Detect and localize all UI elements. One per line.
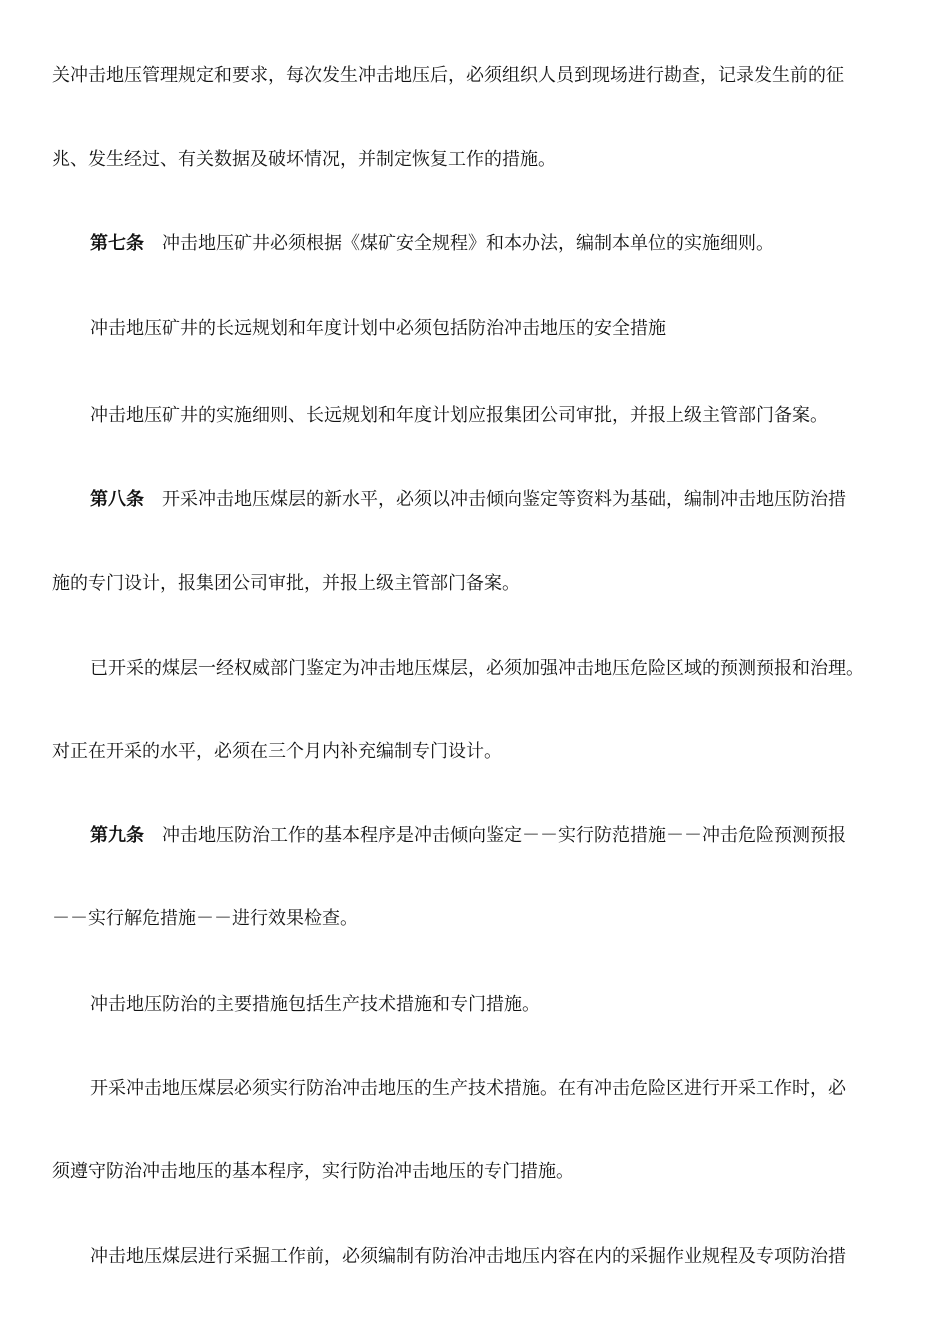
paragraph-line	[52, 64, 912, 88]
line-text: 开采冲击地压煤层的新水平，必须以冲击倾向鉴定等资料为基础，编制冲击地压防治措	[162, 489, 846, 510]
line-text: 兆、发生经过、有关数据及破坏情况，并制定恢复工作的措施。	[52, 149, 556, 170]
line-text: 冲击地压防治工作的基本程序是冲击倾向鉴定－－实行防范措施－－冲击危险预测预报	[162, 825, 846, 846]
paragraph-line	[90, 993, 920, 1017]
line-text: 对正在开采的水平，必须在三个月内补充编制专门设计。	[52, 741, 502, 762]
paragraph-line	[52, 148, 912, 172]
paragraph-line	[52, 740, 912, 764]
paragraph-line	[90, 317, 920, 341]
paragraph-line	[90, 1245, 920, 1269]
line-text: 关冲击地压管理规定和要求，每次发生冲击地压后，必须组织人员到现场进行勘查，记录发生前的征	[52, 65, 844, 86]
line-text: 施的专门设计，报集团公司审批，并报上级主管部门备案。	[52, 573, 520, 594]
line-text: 已开采的煤层一经权威部门鉴定为冲击地压煤层，必须加强冲击地压危险区域的预测预报和治理。	[90, 658, 864, 679]
line-text: 冲击地压煤层进行采掘工作前，必须编制有防治冲击地压内容在内的采掘作业规程及专项防治措	[90, 1246, 846, 1267]
line-text: 冲击地压矿井必须根据《煤矿安全规程》和本办法，编制本单位的实施细则。	[162, 233, 774, 254]
line-text: 开采冲击地压煤层必须实行防治冲击地压的生产技术措施。在有冲击危险区进行开采工作时，必	[90, 1078, 846, 1099]
article-7-line	[90, 232, 920, 256]
article-number: 第七条	[90, 233, 144, 254]
article-number: 第九条	[90, 825, 144, 846]
paragraph-line	[90, 1077, 920, 1101]
article-9-line	[90, 824, 920, 848]
line-text: 须遵守防治冲击地压的基本程序，实行防治冲击地压的专门措施。	[52, 1161, 574, 1182]
line-text: －－实行解危措施－－进行效果检查。	[52, 908, 358, 929]
paragraph-line	[52, 907, 912, 931]
article-8-line	[90, 488, 920, 512]
paragraph-line	[52, 1160, 912, 1184]
paragraph-line	[52, 572, 912, 596]
line-text: 冲击地压矿井的长远规划和年度计划中必须包括防治冲击地压的安全措施	[90, 318, 666, 339]
line-text: 冲击地压矿井的实施细则、长远规划和年度计划应报集团公司审批，并报上级主管部门备案。	[90, 405, 828, 426]
paragraph-line	[90, 657, 920, 681]
paragraph-line	[90, 404, 920, 428]
line-text: 冲击地压防治的主要措施包括生产技术措施和专门措施。	[90, 994, 540, 1015]
article-number: 第八条	[90, 489, 144, 510]
